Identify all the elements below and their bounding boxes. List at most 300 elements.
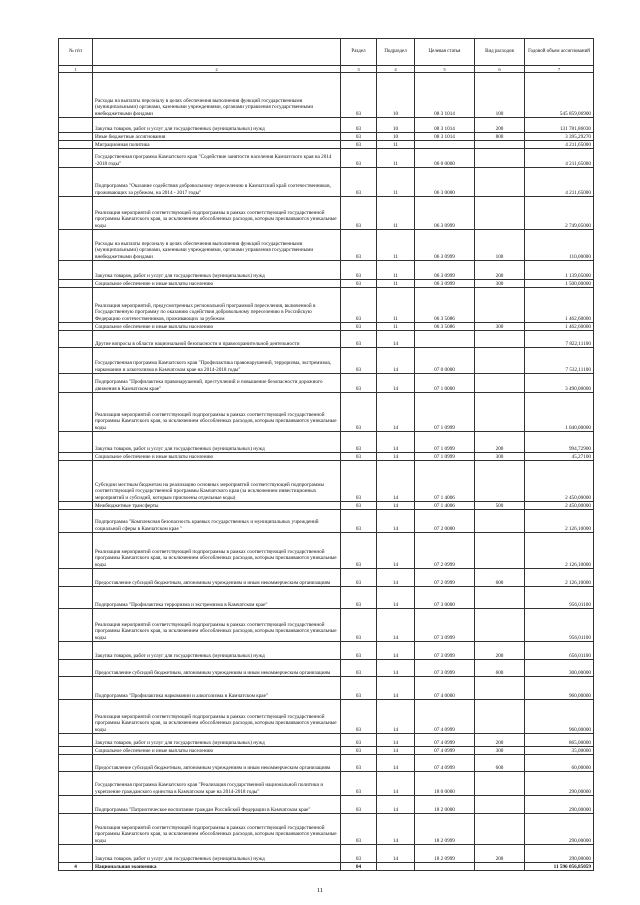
row-number: [59, 677, 93, 700]
table-row: [59, 863, 594, 871]
row-razdel: 03: [341, 502, 377, 510]
row-sum: 290,00000: [525, 796, 594, 814]
header-type: Вид расходов: [475, 39, 525, 66]
row-sum: 2 450,00000: [525, 461, 594, 502]
row-podrazdel: 14: [377, 755, 415, 772]
row-razdel: 03: [341, 393, 377, 432]
row-podrazdel: 14: [377, 533, 415, 569]
row-type: [475, 197, 525, 230]
row-type: [475, 587, 525, 609]
table-row: [59, 133, 594, 141]
row-podrazdel: 14: [377, 461, 415, 502]
header-target: Целевая статья: [415, 39, 475, 66]
row-number: [59, 261, 93, 280]
row-razdel: 03: [341, 261, 377, 280]
row-podrazdel: 11: [377, 280, 415, 288]
row-target: 06 3 0999: [415, 280, 475, 288]
row-name: Иные бюджетные ассигнования: [93, 133, 341, 141]
row-name: Реализация мероприятий соответствующей подпрограммы в рамках соответствующей государственной программы Камчатского края, за исключением обособленных расходов, которым присваиваются уникальные коды: [93, 533, 341, 569]
row-number: [59, 747, 93, 755]
row-sum: 45,27100: [525, 453, 594, 461]
table-row: [59, 288, 594, 323]
row-name: Предоставление субсидий бюджетным, автономным учреждениям и иным некоммерческим организациям: [93, 755, 341, 772]
table-row: [59, 348, 594, 374]
row-podrazdel: 11: [377, 149, 415, 168]
row-sum: 4 211,65000: [525, 149, 594, 168]
row-number: [59, 141, 93, 149]
table-row: [59, 73, 594, 118]
row-sum: 545 859,06900: [525, 73, 594, 118]
row-name: Подпрограмма "Профилактика терроризма и экстремизма в Камчатском крае": [93, 587, 341, 609]
row-podrazdel: 11: [377, 141, 415, 149]
row-target: 07 3 0999: [415, 609, 475, 642]
row-type: 300: [475, 747, 525, 755]
table-row: [59, 747, 594, 755]
row-type: 100: [475, 230, 525, 261]
row-target: 07 4 0999: [415, 747, 475, 755]
row-name: Реализация мероприятий соответствующей подпрограммы в рамках соответствующей государственной программы Камчатского края, за исключением обособленных расходов, которым присваиваются уникальные коды: [93, 393, 341, 432]
header-razdel: Раздел: [341, 39, 377, 66]
row-number: [59, 133, 93, 141]
row-sum: 1 139,05000: [525, 261, 594, 280]
row-name: Миграционная политика: [93, 141, 341, 149]
row-type: 200: [475, 118, 525, 133]
table-row: [59, 677, 594, 700]
row-number: [59, 569, 93, 587]
row-target: 06 3 0000: [415, 168, 475, 197]
row-podrazdel: 14: [377, 642, 415, 660]
row-type: 300: [475, 323, 525, 331]
row-type: [475, 814, 525, 845]
row-sum: 290,00000: [525, 814, 594, 845]
row-name: Реализация мероприятий соответствующей подпрограммы в рамках соответствующей государственной программы Камчатского края, за исключением обособленных расходов, которым присваиваются уникальные коды: [93, 700, 341, 734]
row-name: Подпрограмма "Профилактика правонарушений, преступлений и повышение безопасности дорожного движения в Камчатском крае": [93, 374, 341, 393]
table-row: [59, 461, 594, 502]
table-row: [59, 660, 594, 677]
row-podrazdel: 11: [377, 288, 415, 323]
table-row: [59, 230, 594, 261]
table-row: [59, 796, 594, 814]
row-sum: 1 462,60000: [525, 288, 594, 323]
row-type: 100: [475, 73, 525, 118]
row-razdel: 03: [341, 587, 377, 609]
row-type: 300: [475, 453, 525, 461]
row-sum: 7 532,11100: [525, 348, 594, 374]
row-razdel: 03: [341, 533, 377, 569]
row-sum: 1 500,00000: [525, 280, 594, 288]
row-name: Расходы на выплаты персоналу в целях обеспечения выполнения функций государственными (муниципальными) органами, казенными учреждениями, органами управления государственными внебюджетными фондами: [93, 73, 341, 118]
row-target: [415, 331, 475, 348]
row-razdel: 03: [341, 149, 377, 168]
row-type: 200: [475, 845, 525, 863]
row-razdel: 03: [341, 747, 377, 755]
row-podrazdel: 14: [377, 587, 415, 609]
row-razdel: 03: [341, 677, 377, 700]
row-name: Закупка товаров, работ и услуг для государственных (муниципальных) нужд: [93, 642, 341, 660]
row-number: [59, 432, 93, 453]
row-sum: 1 040,00000: [525, 393, 594, 432]
table-row: [59, 453, 594, 461]
row-type: [475, 149, 525, 168]
row-name: Предоставление субсидий бюджетным, автономным учреждениям и иным некоммерческим организациям: [93, 569, 341, 587]
row-name: Закупка товаров, работ и услуг для государственных (муниципальных) нужд: [93, 845, 341, 863]
row-name: Национальная экономика: [93, 863, 341, 871]
row-name: Социальное обеспечение и иные выплаты населению: [93, 453, 341, 461]
table-row: [59, 261, 594, 280]
row-sum: 290,00000: [525, 845, 594, 863]
table-row: [59, 772, 594, 796]
table-row: [59, 168, 594, 197]
row-target: 07 2 0999: [415, 533, 475, 569]
row-sum: 35,00000: [525, 747, 594, 755]
row-target: 07 1 4006: [415, 461, 475, 502]
row-type: [475, 863, 525, 871]
row-name: Социальное обеспечение и иные выплаты населению: [93, 747, 341, 755]
row-target: 07 4 0999: [415, 734, 475, 747]
table-row: [59, 432, 594, 453]
row-type: [475, 677, 525, 700]
row-number: [59, 796, 93, 814]
row-target: 07 0 0000: [415, 348, 475, 374]
row-podrazdel: 11: [377, 168, 415, 197]
table-row: [59, 331, 594, 348]
header-podrazdel: Подраздел: [377, 39, 415, 66]
row-sum: 2 450,00000: [525, 502, 594, 510]
row-target: 07 1 0999: [415, 432, 475, 453]
row-target: 08 3 1014: [415, 133, 475, 141]
row-sum: 1 462,60000: [525, 323, 594, 331]
row-target: 18 2 0000: [415, 796, 475, 814]
row-razdel: 03: [341, 168, 377, 197]
row-target: 06 3 0999: [415, 261, 475, 280]
row-target: 07 4 0999: [415, 755, 475, 772]
row-razdel: 03: [341, 280, 377, 288]
row-type: 300: [475, 280, 525, 288]
row-target: 07 3 0000: [415, 587, 475, 609]
row-name: Подпрограмма "Профилактика наркомании и алкоголизма в Камчатском крае": [93, 677, 341, 700]
row-target: 18 2 0999: [415, 814, 475, 845]
row-podrazdel: 14: [377, 772, 415, 796]
row-target: 08 3 1014: [415, 73, 475, 118]
row-number: [59, 755, 93, 772]
row-type: 200: [475, 261, 525, 280]
row-target: 18 2 0999: [415, 845, 475, 863]
row-sum: 110,00000: [525, 230, 594, 261]
row-razdel: 03: [341, 772, 377, 796]
row-razdel: 03: [341, 348, 377, 374]
row-podrazdel: 14: [377, 432, 415, 453]
row-razdel: 04: [341, 863, 377, 871]
row-name: Социальное обеспечение и иные выплаты населению: [93, 280, 341, 288]
row-razdel: 03: [341, 331, 377, 348]
row-podrazdel: 14: [377, 609, 415, 642]
row-sum: 2 126,10000: [525, 510, 594, 533]
table-row: [59, 374, 594, 393]
row-target: 07 3 0999: [415, 642, 475, 660]
row-podrazdel: 14: [377, 677, 415, 700]
row-razdel: 03: [341, 288, 377, 323]
row-type: [475, 533, 525, 569]
row-target: 07 4 0000: [415, 677, 475, 700]
header-sum: Годовой объем ассигнований: [525, 39, 594, 66]
row-razdel: 03: [341, 230, 377, 261]
row-number: [59, 533, 93, 569]
row-number: [59, 510, 93, 533]
row-type: [475, 374, 525, 393]
row-type: [475, 609, 525, 642]
row-number: [59, 118, 93, 133]
row-number: [59, 461, 93, 502]
row-type: [475, 461, 525, 502]
row-razdel: 03: [341, 642, 377, 660]
row-sum: 956,01100: [525, 609, 594, 642]
row-target: 08 3 1014: [415, 118, 475, 133]
row-podrazdel: 14: [377, 660, 415, 677]
table-row: [59, 323, 594, 331]
row-razdel: 03: [341, 73, 377, 118]
table-row: [59, 642, 594, 660]
row-number: [59, 149, 93, 168]
row-podrazdel: 14: [377, 747, 415, 755]
row-razdel: 03: [341, 510, 377, 533]
row-razdel: 03: [341, 734, 377, 747]
row-number: 4: [59, 863, 93, 871]
row-sum: 2 126,10000: [525, 533, 594, 569]
row-razdel: 03: [341, 197, 377, 230]
header-name: [93, 39, 341, 66]
row-razdel: 03: [341, 118, 377, 133]
row-target: 06 3 0999: [415, 197, 475, 230]
row-name: Реализация мероприятий соответствующей подпрограммы в рамках соответствующей государственной программы Камчатского края, за исключением обособленных расходов, которым присваиваются уникальные коды: [93, 609, 341, 642]
row-target: 07 1 4006: [415, 502, 475, 510]
column-number: 5: [415, 66, 475, 73]
row-podrazdel: 11: [377, 261, 415, 280]
row-podrazdel: 14: [377, 700, 415, 734]
table-row: [59, 609, 594, 642]
row-number: [59, 845, 93, 863]
row-number: [59, 197, 93, 230]
row-name: Расходы на выплаты персоналу в целях обеспечения выполнения функций государственными (муниципальными) органами, казенными учреждениями, органами управления государственными внебюджетными фондами: [93, 230, 341, 261]
table-header-row: [59, 39, 594, 66]
row-podrazdel: 14: [377, 348, 415, 374]
row-number: [59, 331, 93, 348]
row-sum: 956,01100: [525, 587, 594, 609]
row-number: [59, 453, 93, 461]
budget-table-sheet: [58, 38, 593, 871]
column-number: 7: [525, 66, 594, 73]
row-razdel: 03: [341, 323, 377, 331]
row-target: 07 4 0999: [415, 700, 475, 734]
row-sum: 60,00000: [525, 755, 594, 772]
row-number: [59, 374, 93, 393]
row-number: [59, 587, 93, 609]
row-sum: 3 395,29270: [525, 133, 594, 141]
row-type: [475, 772, 525, 796]
row-razdel: 03: [341, 814, 377, 845]
row-razdel: 03: [341, 133, 377, 141]
row-type: 600: [475, 660, 525, 677]
row-podrazdel: 14: [377, 331, 415, 348]
column-number: 2: [93, 66, 341, 73]
row-number: [59, 230, 93, 261]
row-target: 07 1 0999: [415, 453, 475, 461]
row-podrazdel: 10: [377, 133, 415, 141]
table-row: [59, 141, 594, 149]
row-number: [59, 393, 93, 432]
row-number: [59, 502, 93, 510]
row-podrazdel: 14: [377, 796, 415, 814]
row-name: Закупка товаров, работ и услуг для государственных (муниципальных) нужд: [93, 261, 341, 280]
row-name: Государственная программа Камчатского края "Содействие занятости населения Камчатского края на 2014 -2018 годы": [93, 149, 341, 168]
row-type: 200: [475, 432, 525, 453]
row-sum: 865,00000: [525, 734, 594, 747]
row-podrazdel: 14: [377, 393, 415, 432]
row-type: 500: [475, 502, 525, 510]
row-type: [475, 796, 525, 814]
row-razdel: 03: [341, 374, 377, 393]
row-target: 06 3 5086: [415, 288, 475, 323]
row-razdel: 03: [341, 453, 377, 461]
row-type: [475, 510, 525, 533]
row-name: Подпрограмма "Комплексная безопасность краевых государственных и муниципальных учреждений социальной сферы в Камчатском крае ": [93, 510, 341, 533]
table-row: [59, 700, 594, 734]
row-target: [415, 863, 475, 871]
row-podrazdel: 10: [377, 73, 415, 118]
row-podrazdel: [377, 863, 415, 871]
row-type: [475, 331, 525, 348]
row-sum: 3 490,00000: [525, 374, 594, 393]
row-podrazdel: 14: [377, 569, 415, 587]
row-sum: 2 126,10000: [525, 569, 594, 587]
row-razdel: 03: [341, 845, 377, 863]
row-target: 06 3 0999: [415, 230, 475, 261]
row-name: Межбюджетные трансферты: [93, 502, 341, 510]
row-target: 07 1 0000: [415, 374, 475, 393]
table-row: [59, 845, 594, 863]
row-type: 800: [475, 133, 525, 141]
row-podrazdel: 14: [377, 510, 415, 533]
table-row: [59, 510, 594, 533]
row-sum: 7 822,11100: [525, 331, 594, 348]
row-type: 200: [475, 642, 525, 660]
row-target: 06 0 0000: [415, 149, 475, 168]
row-type: [475, 700, 525, 734]
column-number: 1: [59, 66, 93, 73]
row-number: [59, 700, 93, 734]
row-number: [59, 73, 93, 118]
row-razdel: 03: [341, 660, 377, 677]
table-row: [59, 533, 594, 569]
row-razdel: 03: [341, 755, 377, 772]
row-sum: 4 211,65000: [525, 141, 594, 149]
budget-table: [58, 38, 594, 871]
row-name: Другие вопросы в области национальной безопасности и правоохранительной деятельности: [93, 331, 341, 348]
row-number: [59, 772, 93, 796]
row-razdel: 03: [341, 796, 377, 814]
row-target: 07 2 0999: [415, 569, 475, 587]
column-number: 3: [341, 66, 377, 73]
row-number: [59, 280, 93, 288]
row-type: [475, 393, 525, 432]
row-podrazdel: 10: [377, 118, 415, 133]
row-sum: 994,72900: [525, 432, 594, 453]
row-name: Государственная программа Камчатского края "Реализация государственной национальной политики и укрепление гражданского единства в Камчатском крае на 2014-2018 годы": [93, 772, 341, 796]
row-number: [59, 660, 93, 677]
column-number: 4: [377, 66, 415, 73]
table-row: [59, 734, 594, 747]
row-name: Закупка товаров, работ и услуг для государственных (муниципальных) нужд: [93, 118, 341, 133]
row-name: Социальное обеспечение и иные выплаты населению: [93, 323, 341, 331]
row-sum: 131 781,86030: [525, 118, 594, 133]
row-name: Реализация мероприятий, предусмотренных региональной программой переселения, включенной в Государственную программу по оказанию содействия добровольному переселению в Российскую Федерацию соотечественников, проживающих за рубежом: [93, 288, 341, 323]
row-podrazdel: 11: [377, 197, 415, 230]
column-number: 6: [475, 66, 525, 73]
row-podrazdel: 14: [377, 502, 415, 510]
row-name: Закупка товаров, работ и услуг для государственных (муниципальных) нужд: [93, 432, 341, 453]
header-num: № п/п: [59, 39, 93, 66]
row-sum: 960,00000: [525, 700, 594, 734]
row-type: [475, 288, 525, 323]
row-sum: 290,00000: [525, 772, 594, 796]
row-target: 07 2 0000: [415, 510, 475, 533]
row-number: [59, 288, 93, 323]
table-row: [59, 118, 594, 133]
table-row: [59, 280, 594, 288]
row-number: [59, 168, 93, 197]
row-type: 200: [475, 734, 525, 747]
row-podrazdel: 14: [377, 374, 415, 393]
row-podrazdel: 14: [377, 734, 415, 747]
row-number: [59, 323, 93, 331]
row-name: Реализация мероприятий соответствующей подпрограммы в рамках соответствующей государственной программы Камчатского края, за исключением обособленных расходов, которым присваиваются уникальные коды: [93, 197, 341, 230]
row-number: [59, 348, 93, 374]
row-type: [475, 348, 525, 374]
table-row: [59, 502, 594, 510]
row-sum: 11 596 056,85059: [525, 863, 594, 871]
row-name: Подпрограмма "Оказание содействия добровольному переселению в Камчатский край соотечественников, проживающих за рубежом, на 2014 - 2017 годы": [93, 168, 341, 197]
row-number: [59, 642, 93, 660]
table-row: [59, 149, 594, 168]
row-target: 06 3 5086: [415, 323, 475, 331]
row-sum: 656,01100: [525, 642, 594, 660]
row-target: 07 1 0999: [415, 393, 475, 432]
row-target: 18 0 0000: [415, 772, 475, 796]
row-target: [415, 141, 475, 149]
table-row: [59, 587, 594, 609]
row-razdel: 03: [341, 609, 377, 642]
table-row: [59, 569, 594, 587]
row-name: Государственная программа Камчатского края "Профилактика правонарушений, терроризма, экстремизма, наркомании и алкоголизма в Камчатском крае на 2014-2018 годы": [93, 348, 341, 374]
table-row: [59, 755, 594, 772]
row-razdel: 03: [341, 432, 377, 453]
row-name: Закупка товаров, работ и услуг для государственных (муниципальных) нужд: [93, 734, 341, 747]
row-name: Реализация мероприятий соответствующей подпрограммы в рамках соответствующей государственной программы Камчатского края, за исключением обособленных расходов, которым присваиваются уникальные коды: [93, 814, 341, 845]
row-type: [475, 141, 525, 149]
row-razdel: 03: [341, 141, 377, 149]
row-razdel: 03: [341, 461, 377, 502]
row-razdel: 03: [341, 700, 377, 734]
column-number-row: [59, 66, 594, 73]
row-number: [59, 814, 93, 845]
table-row: [59, 814, 594, 845]
row-sum: 300,00000: [525, 660, 594, 677]
table-body: [59, 73, 594, 871]
table-row: [59, 197, 594, 230]
row-type: 600: [475, 755, 525, 772]
table-row: [59, 393, 594, 432]
row-sum: 2 749,05000: [525, 197, 594, 230]
row-number: [59, 609, 93, 642]
